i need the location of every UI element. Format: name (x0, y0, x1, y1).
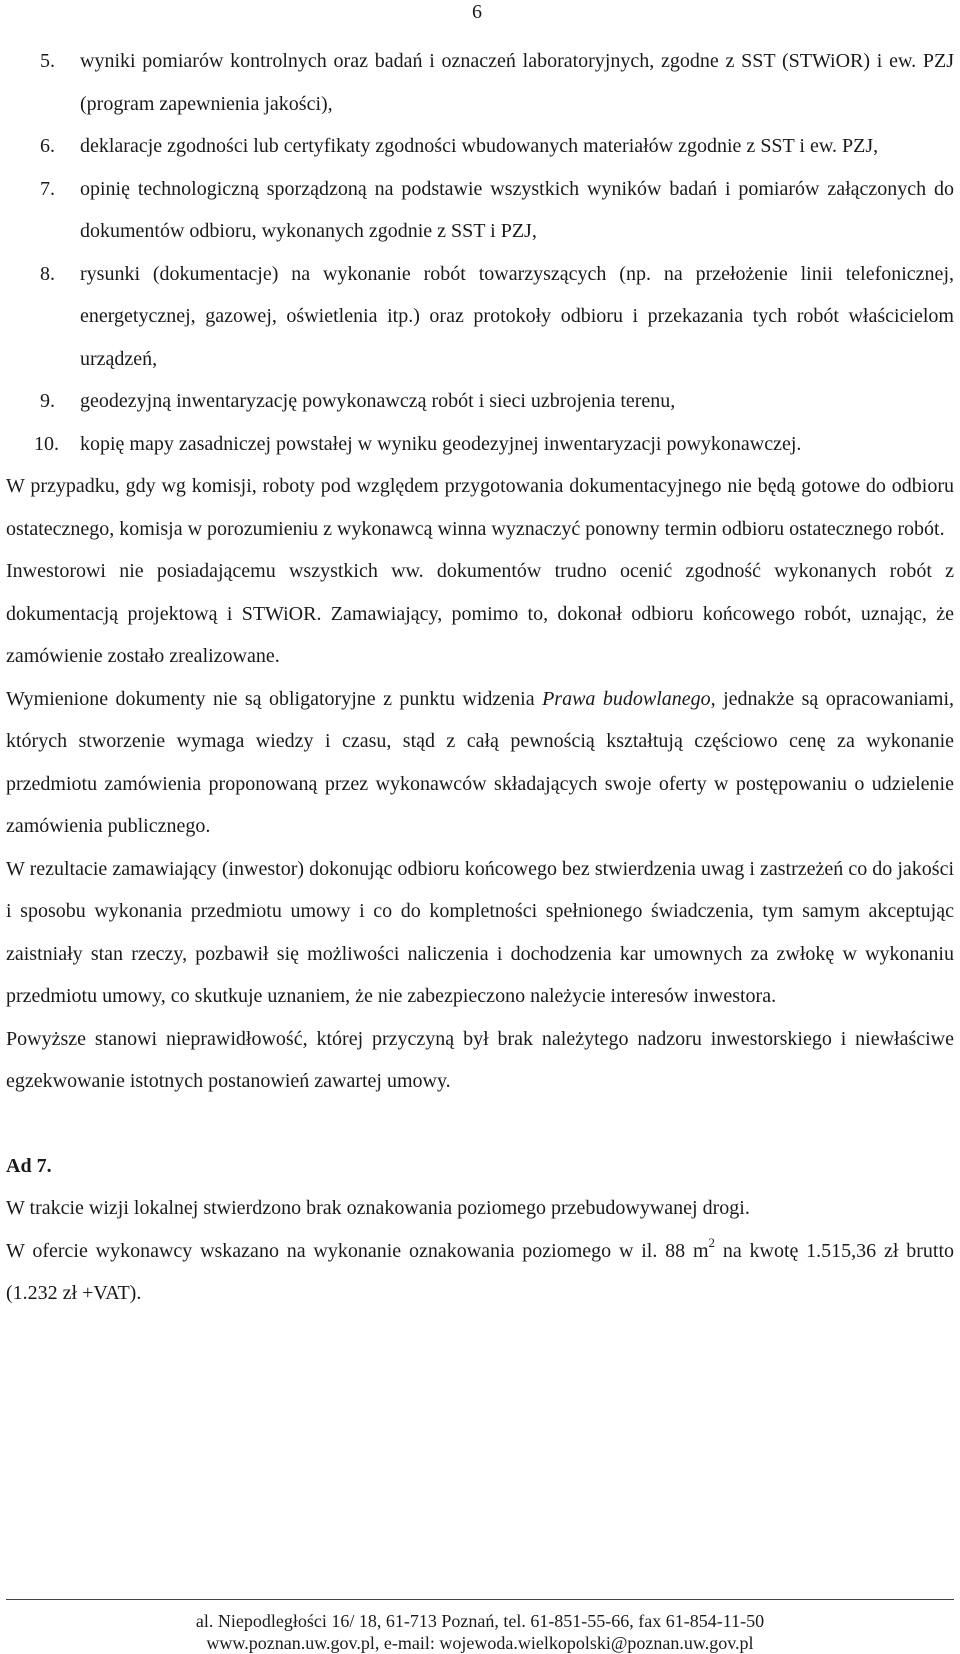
paragraph-documents-not-mandatory (6, 678, 954, 848)
list-item-number: 5. (40, 50, 55, 72)
list-item-text: geodezyjną inwentaryzację powykonawczą robót i sieci uzbrojenia terenu, (80, 390, 676, 412)
list-item (6, 253, 954, 381)
list-item-number: 8. (40, 262, 55, 285)
footer-contact: www.poznan.uw.gov.pl, e-mail: wojewoda.wielkopolski@poznan.uw.gov.pl (206, 1633, 754, 1653)
paragraph-compliance: Inwestorowi nie posiadającemu wszystkich ww. dokumentów trudno ocenić zgodność wykonanych robót z dokumentacją projektową i STWiOR. Zamawiający, pomimo to, dokonał odbioru końcowego robót, uznając, że zamówienie zostało zrealizowane. (6, 560, 954, 667)
list-item-number: 6. (40, 135, 55, 157)
list-item (6, 40, 954, 125)
list-item (6, 380, 954, 423)
text-run: na kwotę 1.515,36 zł brutto (1.232 zł +VAT). (6, 1239, 955, 1304)
list-item-number: 9. (40, 390, 55, 412)
text-run: Wymienione dokumenty nie są obligatoryjne z punktu widzenia (6, 687, 543, 710)
list-item-text: opinię technologiczną sporządzoną na podstawie wszystkich wyników badań i pomiarów załączonych do dokumentów odbioru, wykonanych zgodnie z SST i PZJ, (80, 177, 954, 242)
superscript: 2 (708, 1234, 716, 1250)
document-list (6, 40, 954, 465)
page-footer (6, 1599, 954, 1654)
list-item-number: 10. (34, 432, 59, 455)
list-item-text: wyniki pomiarów kontrolnych oraz badań i oznaczeń laboratoryjnych, zgodne z SST (STWiOR) i ew. PZJ (program zapewnienia jakości), (80, 50, 954, 115)
list-item (6, 423, 954, 466)
italic-law-name: Prawa budowlanego (542, 687, 711, 710)
list-item (6, 168, 954, 253)
list-item-text: deklaracje zgodności lub certyfikaty zgodności wbudowanych materiałów zgodnie z SST i ew. PZJ, (80, 135, 879, 157)
section-heading: Ad 7. (6, 1154, 52, 1177)
paragraph-irregularity: Powyższe stanowi nieprawidłowość, której przyczyną był brak należytego nadzoru inwestorskiego i niewłaściwe egzekwowanie istotnych postanowień zawartej umowy. (6, 1027, 954, 1092)
section-paragraph-offer (6, 1230, 954, 1315)
list-item-text: rysunki (dokumentacje) na wykonanie robót towarzyszących (np. na przełożenie linii telefonicznej, energetycznej, gazowej, oświetlenia itp.) oraz protokoły odbioru i przekazania tych robót właścicielom urządzeń, (80, 262, 954, 370)
paragraph-incomplete-docs: W przypadku, gdy wg komisji, roboty pod względem przygotowania dokumentacyjnego nie będą gotowe do odbioru ostatecznego, komisja w porozumieniu z wykonawcą winna wyznaczyć ponowny termin odbioru ostatecznego robót. (6, 475, 954, 540)
list-item (6, 125, 954, 168)
list-item-text: kopię mapy zasadniczej powstałej w wyniku geodezyjnej inwentaryzacji powykonawczej. (80, 432, 802, 455)
text-run: W ofercie wykonawcy wskazano na wykonanie oznakowania poziomego w il. 88 m (6, 1239, 709, 1262)
paragraph-result: W rezultacie zamawiający (inwestor) dokonując odbioru końcowego bez stwierdzenia uwag i zastrzeżeń co do jakości i sposobu wykonania przedmiotu umowy i co do kompletności spełnionego świadczenia, tym samym akceptując zaistniały stan rzeczy, pozbawił się możliwości naliczenia i dochodzenia kar umownych za zwłokę w wykonaniu przedmiotu umowy, co skutkuje uznaniem, że nie zabezpieczono należycie interesów inwestora. (6, 857, 954, 1007)
section-paragraph-inspection: W trakcie wizji lokalnej stwierdzono brak oznakowania poziomego przebudowywanej drogi. (6, 1197, 750, 1219)
text-run: , jednakże są opracowaniami, których stworzenie wymaga wiedzy i czasu, stąd z całą pewnością kształtują częściowo cenę za wykonanie przedmiotu zamówienia proponowaną przez wykonawców składających swoje oferty w postępowaniu o udzielenie zamówienia publicznego. (6, 687, 954, 837)
list-item-number: 7. (40, 177, 55, 200)
document-body (6, 40, 954, 1315)
page-number: 6 (472, 1, 482, 23)
footer-address: al. Niepodległości 16/ 18, 61-713 Poznań, tel. 61-851-55-66, fax 61-854-11-50 (195, 1611, 765, 1631)
